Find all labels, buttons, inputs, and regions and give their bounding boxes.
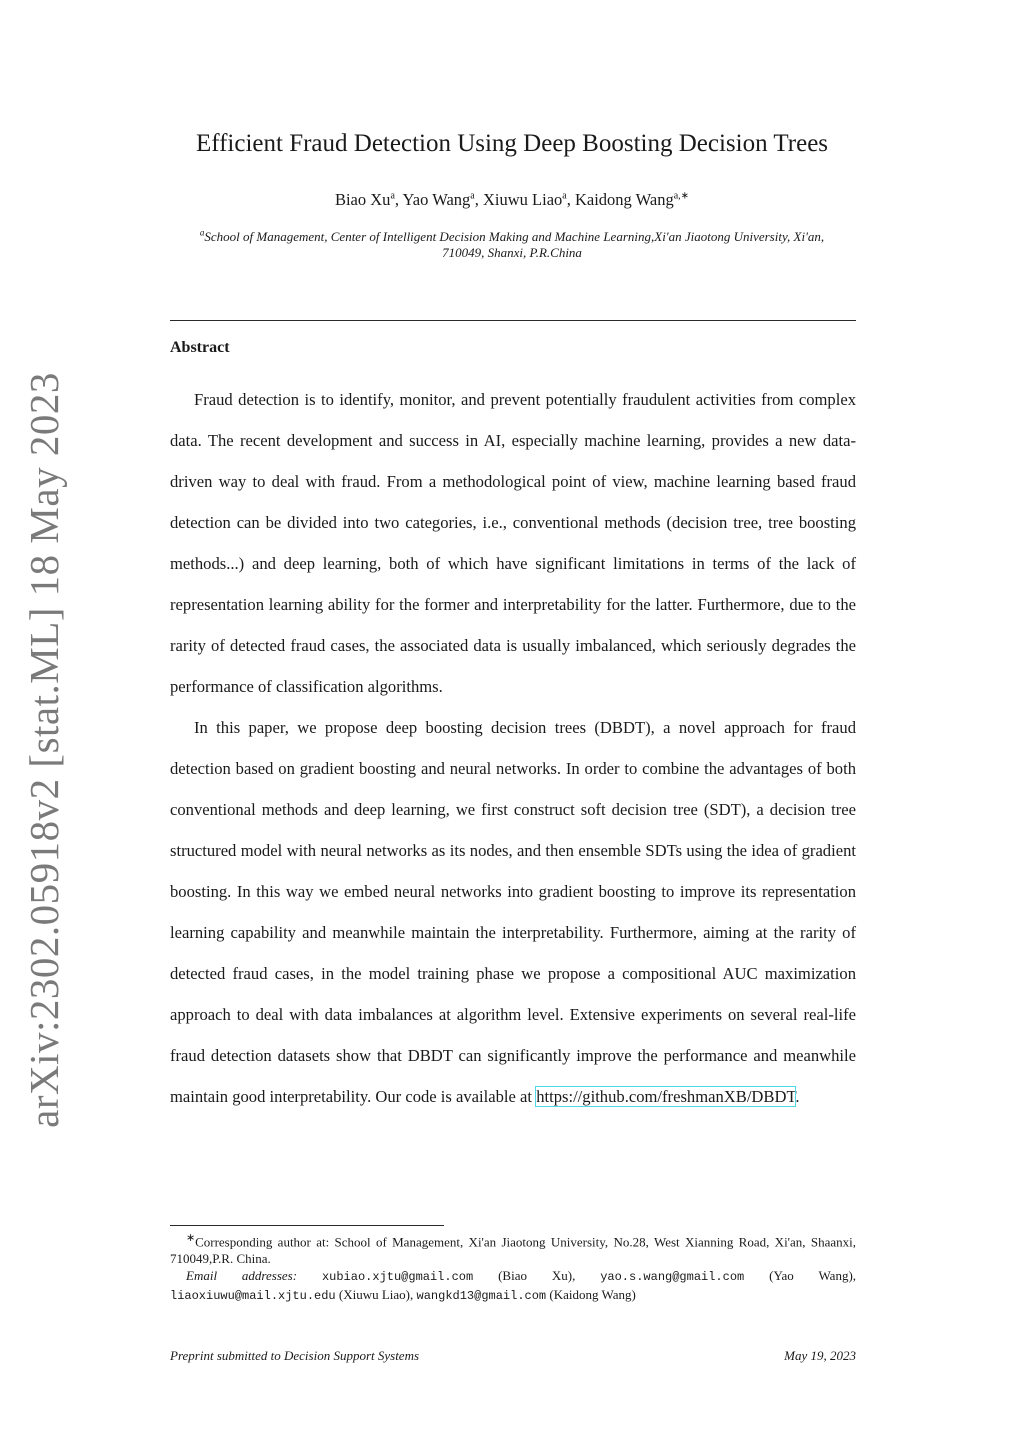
email-address[interactable]: liaoxiuwu@mail.xjtu.edu — [170, 1289, 336, 1304]
email-address[interactable]: xubiao.xjtu@gmail.com — [321, 1270, 474, 1285]
arxiv-identifier-stamp: arXiv:2302.05918v2 [stat.ML] 18 May 2023 — [21, 372, 67, 1128]
author-list: Biao Xu$^a$, Yao Wang$^a$, Xiuwu Liao$^a$, Kaidong Wang$^{a,∗}$ — [334, 190, 690, 209]
footer-preprint-note: Preprint submitted to Decision Support Systems — [170, 1348, 420, 1363]
page-footer — [170, 1348, 856, 1364]
email-owner: (Yao Wang) — [769, 1268, 853, 1284]
footer-date: May 19, 2023 — [784, 1348, 856, 1363]
author-name: Xiuwu Liao — [482, 190, 563, 209]
author-mark: a — [470, 190, 475, 202]
author-name: Biao Xu — [334, 190, 391, 209]
author-name: Kaidong Wang — [574, 190, 674, 209]
email-address[interactable]: yao.s.wang@gmail.com — [600, 1270, 745, 1285]
email-addresses: Email addresses: xubiao.xjtu@gmail.com (Biao Xu), yao.s.wang@gmail.com (Yao Wang), liaoxiuwu@mail.xjtu.edu (Xiuwu Liao), wangkd13@gmail.com (Kaidong Wang) — [170, 1268, 857, 1304]
footnotes — [170, 1230, 856, 1305]
author-mark: a — [390, 190, 395, 202]
affiliation-text: School of Management, Center of Intelligent Decision Making and Machine Learning,Xi'an Jiaotong University, Xi'an, 710049, Shanxi, P.R.China — [204, 229, 825, 260]
author-mark: a,∗ — [673, 190, 690, 202]
email-owner: (Biao Xu) — [498, 1268, 573, 1284]
abstract-paragraph-2 — [170, 707, 856, 1117]
email-owner: (Xiuwu Liao) — [338, 1287, 411, 1303]
footnote-rule — [170, 1225, 444, 1226]
code-repository-link[interactable]: https://github.com/freshmanXB/DBDT — [536, 1087, 796, 1106]
abstract-heading: Abstract — [170, 339, 230, 356]
corresponding-author-text: Corresponding author at: School of Management, Xi'an Jiaotong University, No.28, West Xianning Road, Xi'an, Shaanxi, 710049,P.R. China. — [170, 1234, 856, 1267]
paper-title: Efficient Fraud Detection Using Deep Boosting Decision Trees — [195, 130, 829, 157]
corresponding-author-note — [170, 1230, 856, 1267]
email-address[interactable]: wangkd13@gmail.com — [416, 1289, 547, 1304]
email-label: Email addresses: — [186, 1268, 298, 1284]
footnote-mark: ∗ — [186, 1232, 196, 1244]
email-owner: (Kaidong Wang) — [549, 1287, 636, 1303]
affiliation-mark: a — [199, 227, 205, 238]
abstract-paragraph-2-text: In this paper, we propose deep boosting decision trees (DBDT), a novel approach for fraud detection based on gradient boosting and neural networks. In order to combine the advantages of both conventional methods and deep learning, we first construct soft decision tree (SDT), a decision tree structured model with neural networks as its nodes, and then ensemble SDTs using the idea of gradient boosting. In this way we embed neural networks into gradient boosting to improve its representation learning capability and meanwhile maintain the interpretability. Furthermore, aiming at the rarity of detected fraud cases, in the model training phase we propose a compositional AUC maximization approach to deal with data imbalances at algorithm level. Extensive experiments on several real-life fraud detection datasets show that DBDT can significantly improve the performance and meanwhile maintain good interpretability. Our code is available at — [170, 718, 856, 1106]
author-name: Yao Wang — [402, 190, 471, 209]
affiliation — [180, 229, 844, 261]
abstract-end-punct: . — [795, 1087, 800, 1106]
author-mark: a — [562, 190, 567, 202]
abstract-paragraph-1: Fraud detection is to identify, monitor, and prevent potentially fraudulent activities from complex data. The recent development and success in AI, especially machine learning, provides a new data-driven way to deal with fraud. From a methodological point of view, machine learning based fraud detection can be divided into two categories, i.e., conventional methods (decision tree, tree boosting methods...) and deep learning, both of which have significant limitations in terms of the lack of representation learning ability for the former and interpretability for the latter. Furthermore, due to the rarity of detected fraud cases, the associated data is usually imbalanced, which seriously degrades the performance of classification algorithms. — [170, 390, 856, 696]
abstract-body — [170, 379, 856, 1117]
abstract-top-rule — [170, 320, 856, 321]
